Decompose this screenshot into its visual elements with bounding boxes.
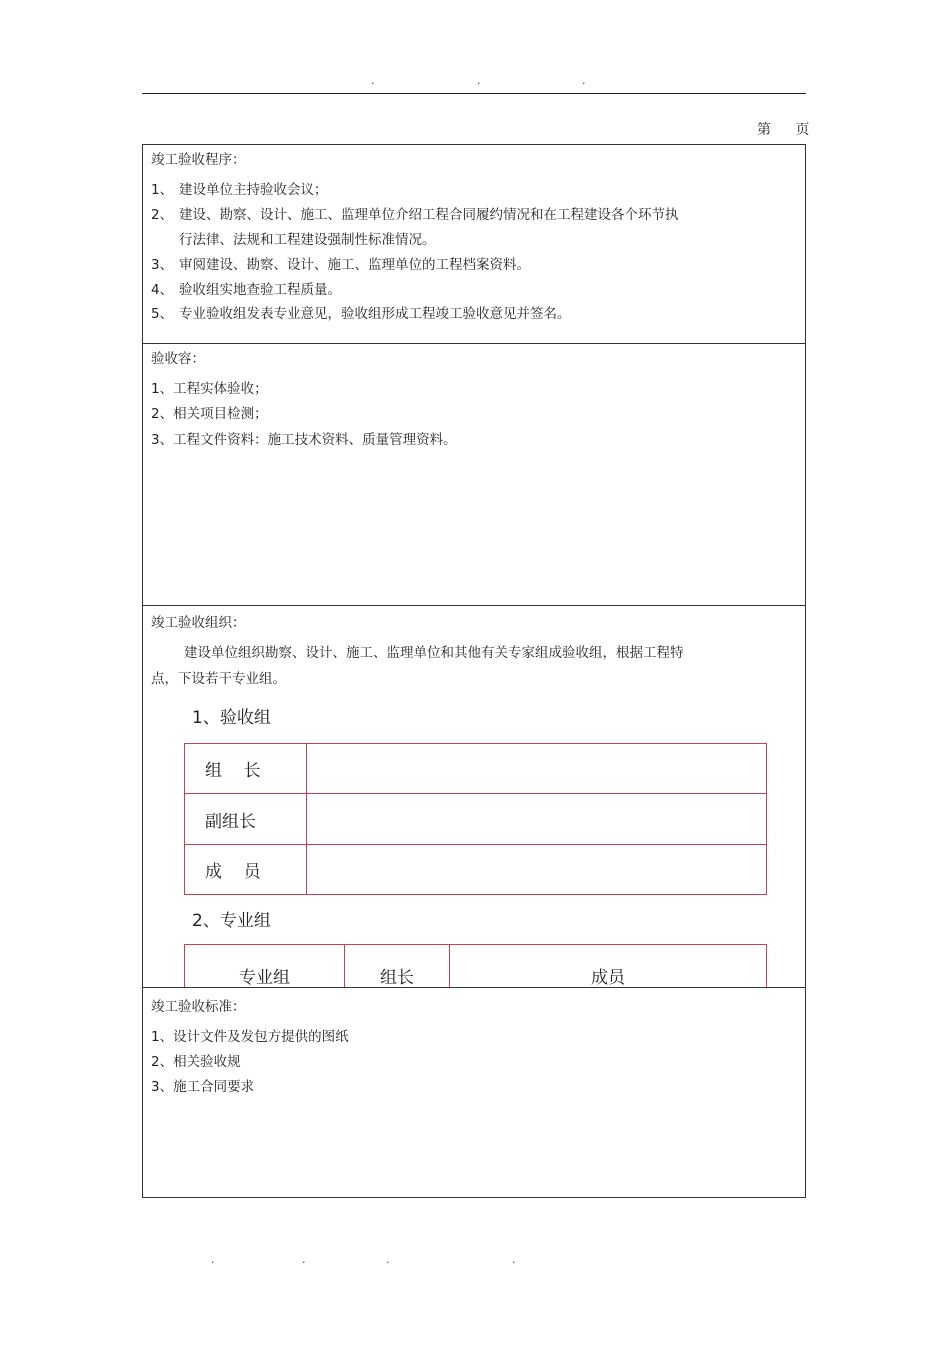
list-item: 建设、勘察、设计、施工、监理单位介绍工程合同履约情况和在工程建设各个环节执 bbox=[179, 207, 679, 223]
section-title: 竣工验收程序： bbox=[151, 152, 246, 168]
column-header: 专业组 bbox=[185, 945, 345, 988]
table-row bbox=[185, 794, 767, 845]
list-item-num: 1、 bbox=[151, 182, 174, 198]
column-header: 成员 bbox=[450, 945, 767, 988]
list-item: 1、工程实体验收； bbox=[151, 381, 268, 397]
list-item: 1、设计文件及发包方提供的图纸 bbox=[151, 1029, 349, 1045]
table-row bbox=[185, 744, 767, 794]
footer-dot: . bbox=[211, 1253, 215, 1266]
list-item: 2、相关项目检测； bbox=[151, 406, 268, 422]
page-number-label bbox=[757, 119, 809, 139]
table-header-row bbox=[185, 945, 767, 988]
footer-dot: . bbox=[386, 1253, 390, 1266]
row-label: 成 员 bbox=[185, 845, 307, 895]
section-title: 竣工验收标准： bbox=[151, 999, 246, 1015]
list-item-num: 4、 bbox=[151, 282, 174, 298]
section-procedure bbox=[142, 144, 806, 343]
header-dot: . bbox=[477, 74, 481, 87]
list-item-num: 3、 bbox=[151, 257, 174, 273]
list-item-num: 2、 bbox=[151, 207, 174, 223]
section-title: 验收容： bbox=[151, 351, 205, 367]
row-label: 组 长 bbox=[185, 744, 307, 794]
list-item-continued: 行法律、法规和工程建设强制性标准情况。 bbox=[179, 232, 436, 248]
paragraph-line: 点，下设若干专业组。 bbox=[151, 671, 286, 687]
row-value-cell[interactable] bbox=[307, 845, 767, 895]
row-value-cell[interactable] bbox=[307, 744, 767, 794]
section-title: 竣工验收组织： bbox=[151, 615, 246, 631]
page-label-di: 第 bbox=[757, 122, 771, 138]
row-label: 副组长 bbox=[185, 794, 307, 845]
list-item: 建设单位主持验收会议； bbox=[179, 182, 328, 198]
group1-title: 1、验收组 bbox=[192, 708, 271, 728]
acceptance-group-table bbox=[184, 743, 767, 895]
table-row bbox=[185, 845, 767, 895]
list-item: 3、工程文件资料：施工技术资料、质量管理资料。 bbox=[151, 432, 457, 448]
page-label-ye: 页 bbox=[795, 122, 810, 138]
row-value-cell[interactable] bbox=[307, 794, 767, 845]
paragraph-line: 建设单位组织勘察、设计、施工、监理单位和其他有关专家组成验收组，根据工程特 bbox=[184, 645, 684, 661]
header-dot: . bbox=[582, 74, 586, 87]
list-item: 3、施工合同要求 bbox=[151, 1079, 255, 1095]
list-item: 2、相关验收规 bbox=[151, 1054, 241, 1070]
footer-dot: . bbox=[302, 1253, 306, 1266]
section-content bbox=[142, 343, 806, 605]
section-organization bbox=[142, 605, 806, 987]
header-dot: . bbox=[371, 74, 375, 87]
group2-title: 2、专业组 bbox=[192, 911, 271, 931]
list-item: 审阅建设、勘察、设计、施工、监理单位的工程档案资料。 bbox=[179, 257, 530, 273]
section-standard bbox=[142, 987, 806, 1198]
list-item: 专业验收组发表专业意见，验收组形成工程竣工验收意见并签名。 bbox=[179, 306, 571, 322]
list-item-num: 5、 bbox=[151, 306, 174, 322]
header-rule bbox=[142, 93, 806, 94]
footer-dot: . bbox=[512, 1253, 516, 1266]
professional-group-table bbox=[184, 944, 767, 987]
list-item: 验收组实地查验工程质量。 bbox=[179, 282, 341, 298]
column-header: 组长 bbox=[345, 945, 450, 988]
